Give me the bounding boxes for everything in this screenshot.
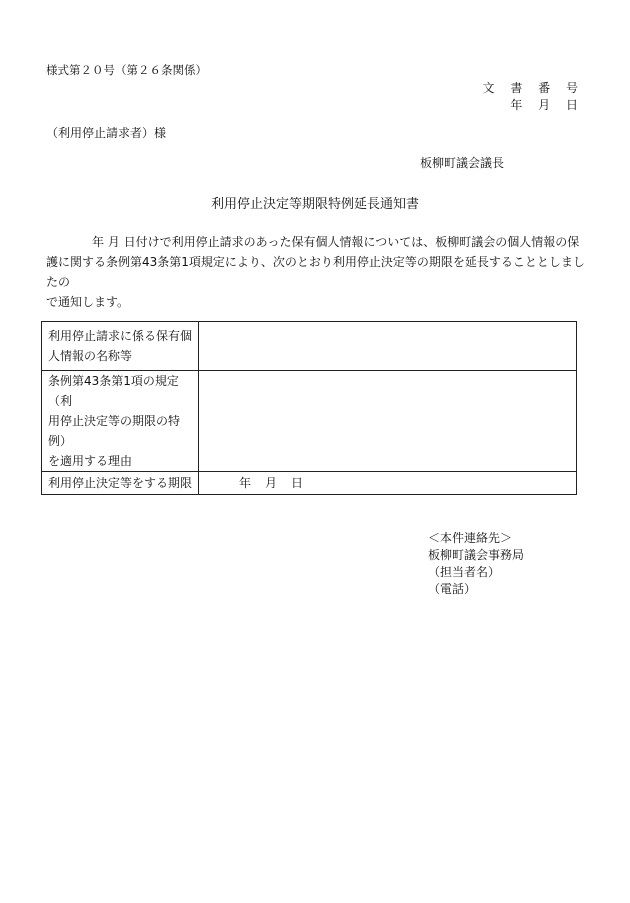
row-label-reason: 条例第43条第1項の規定（利 用停止決定等の期限の特例） を適用する理由 — [42, 371, 199, 472]
contact-heading: ＜本件連絡先＞ — [428, 531, 513, 545]
contact-phone: （電話） — [428, 582, 477, 596]
deadline-date-placeholder: 年 月 日 — [239, 476, 304, 490]
body-paragraph — [46, 232, 586, 312]
sender-line: 板柳町議会議長 — [420, 156, 505, 170]
row-label-deadline: 利用停止決定等をする期限 — [42, 472, 199, 495]
table-row — [42, 472, 577, 495]
row-value-deadline[interactable] — [199, 472, 577, 495]
document-title: 利用停止決定等期限特例延長通知書 — [210, 197, 419, 212]
details-table — [41, 321, 577, 495]
row-label-record-name: 利用停止請求に係る保有個 人情報の名称等 — [42, 322, 199, 371]
form-number: 様式第２０号（第２６条関係） — [46, 63, 207, 77]
document-date-label: 年 月 日 — [510, 98, 584, 112]
row-value-reason[interactable] — [199, 371, 577, 472]
table-row — [42, 371, 577, 472]
contact-block — [428, 530, 524, 598]
table-row — [42, 322, 577, 371]
body-line-1: 年 月 日付けで利用停止請求のあった保有個人情報については、板柳町議会の個人情報の保 — [92, 235, 580, 249]
body-line-3: で通知します。 — [46, 295, 130, 309]
contact-person: （担当者名） — [428, 565, 501, 579]
contact-office: 板柳町議会事務局 — [428, 548, 525, 562]
body-line-2: 護に関する条例第43条第1項規定により、次のとおり利用停止決定等の期限を延長することとしましたの — [46, 255, 585, 289]
row-value-record-name[interactable] — [199, 322, 577, 371]
recipient-line: （利用停止請求者）様 — [46, 126, 167, 140]
document-meta — [482, 80, 584, 114]
document-number-label: 文 書 番 号 — [482, 81, 584, 95]
